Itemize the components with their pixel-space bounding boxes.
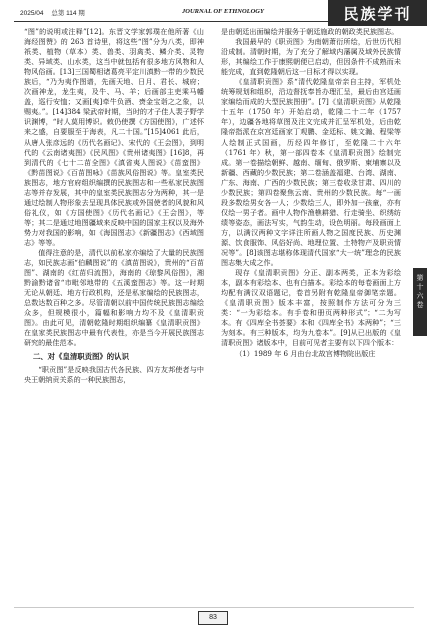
body-paragraph: 《皇清职贡图》系“清代乾隆皇帝亲自主持，军机处统筹规划和组织，沿边督抚奉旨办理汇呈，最后由宫廷画家编绘而成的大型民族图册”。[7]《皇清职贡图》从乾隆十五年（1750 年）开始启动，乾隆二十二年（1757 年），边疆各地将草图及注文完成并汇呈军机处，后由乾隆帝指派在京宫廷画家丁观鹏、金廷标、姚文瀚、程梁等人绘制正式国画，历经四年修订，至乾隆二十六年（1761 年）秋，第一部四卷本《皇清职贡图》绘制完成。第一卷描绘朝鲜、越南、缅甸、俄罗斯、柬埔寨以及新疆、西藏的少数民族；第二卷涵盖福建、台湾、湖南、广东、海南、广西的少数民族；第三卷收录甘肃、四川的少数民族；第四卷聚焦云南、贵州的少数民族。每“一画段多数绘男女各一人；少数绘三人，即外加一孩童，亦有仅绘一男子者。画中人物作渔樵耕猎、行走骑坐、织绣纺绩等姿态，画法写实，气韵生动，设色明丽。每段画面上方，以满汉两种文字详注所画人物之国度民族、历史渊源、饮食服饰、风俗好尚、地理位置、土特物产及职贡情况等”。[8]该图志堪称体现清代国家“大一统”理念的民族图志集大成之作。 <box>221 77 401 268</box>
volume-side-tab <box>413 268 427 336</box>
journal-name: JOURNAL OF ETHNOLOGY <box>182 8 264 15</box>
issue-total: 总第 114 期 <box>51 10 85 17</box>
body-paragraph: 现存《皇清职贡图》分正、副本两类，正本为彩绘本，副本有彩绘本、也有白描本。彩绘本的每卷画面上方均配有满汉双语题记，卷首另附有乾隆皇帝御笔亲题。《皇清职贡图》版本丰富，按照制作方法可分为三类：“一为彩绘本。有手卷和册页两种形式”；“二为写本。有《四库全书荟要》本和《四库全书》本两种”；“三为刻本。有三种版本，均为九卷本”。[9]从已出版的《皇清职贡图》诸版本中，目前可见者主要有以下四个版本： <box>221 268 401 348</box>
section-heading: 二、对《皇清职贡图》的认识 <box>32 351 129 361</box>
page-header <box>0 0 427 30</box>
side-tab-char: 六 <box>416 292 424 300</box>
body-paragraph: 我国最早的《职贡图》为南朝萧衍所绘，后世历代相沿成制。清朝时期，为了充分了解域内藩属及域外民族情形，其编绘工作于康熙朝便已启动，但因条件不成熟而未能完成，直到乾隆朝后这一目标才得以实现。 <box>221 37 401 77</box>
right-column <box>221 27 401 359</box>
body-paragraph: “图”的说明或注释”[12]。东晋文学家郭璞在他所著《山海经图赞》的 263 首诗里，将这些“图”分为八类，即神祇类、植物（草本）类、兽类、羽禽类、鳞介类、灵物类、异域类、山水类，这当中就包括有很多地方风物和人物风俗画。[13]三国蜀相诸葛亮平定川滇黔一带的少数民族后，“乃为夷作图谱，先画天地、日月、君长、城府；次画神龙，龙生夷，及牛、马、羊；后画部主吏乘马幡盖，巡行安恤；又画[夷]牵牛负酒、赍金宝诣之之象，以赐夷。”。[14]384 梁武帝时期，当时的才子佳人裴子野学识渊博，“时人莫用博识。敕仍使撰《方国使图》，广述怀来之盛，自要服至于海表，凡二十国。”[15]4061 此后，从唐人张彦远的《历代名画记》、宋代的《王会图》，到明代的《云南诸夷图》《民风图》《贵州诸夷图》[16]8，再到清代的《七十二苗全图》《滇省夷人图说》《苗蛮图》《黔苗图说》《百苗图咏》《苗族风俗图说》等。皇室类民族图志，地方官府组织编撰的民族图志和一些私家民族图志等并存发展，其中的皇室类民族图志分为两种，其一是通过绘制人物形象去呈现具体民族或外国使者的风貌和风俗礼仪，如《方国使图》《历代名画记》《王会图》，等等；其二是通过地图疆域来反映中国的国家主权以及海外势力对我国的影响，如《海国图志》《新疆图志》《西域图志》等等。 <box>24 27 204 247</box>
page-number: 83 <box>198 611 228 625</box>
issue-year: 2025/04 <box>20 10 44 17</box>
body-paragraph: 值得注意的是，清代以前私家亦编绘了大量的民族图志，如民族志画“伯麟图说”的《滇苗图说》，贵州的“百苗图”、湖南的《红苗归流图》，海南的《琼黎风俗图》，湘黔渝黔诸省“市毗邻地带的《五溪蛮图志》等。这一时期无论从朝廷、地方行政机构，还是私家编绘的民族图志，总数达数百种之多。尽管清朝以前中国传统民族图志编绘众多，但规模很小，篇幅和影响力均不及《皇清职贡图》。由此可见，清朝乾隆时期组织编纂《皇清职贡图》在皇家类民族图志中最有代表性，亦是当今开展民族图志研究的最佳范本。 <box>24 248 204 348</box>
body-paragraph: （1）1989 年 6 月由台北故宫博物院出版庄 <box>235 348 376 358</box>
body-paragraph: 是由朝廷出面编绘并服务于朝廷施政的朝政类民族图志。 <box>221 27 399 36</box>
side-tab-char: 第 <box>416 274 424 282</box>
side-tab-char: 十 <box>416 283 424 291</box>
body-paragraph: “职贡图”是反映我国古代各民族、四方友邦使者与中央王朝纳贡关系的一种民族图志， <box>24 364 204 384</box>
footer-divider <box>14 607 414 608</box>
header-divider <box>14 21 328 22</box>
side-tab-char: 卷 <box>416 301 424 309</box>
issue-info <box>20 8 91 17</box>
left-column <box>24 27 204 385</box>
journal-brand-logo: 民族学刊 <box>328 0 427 26</box>
